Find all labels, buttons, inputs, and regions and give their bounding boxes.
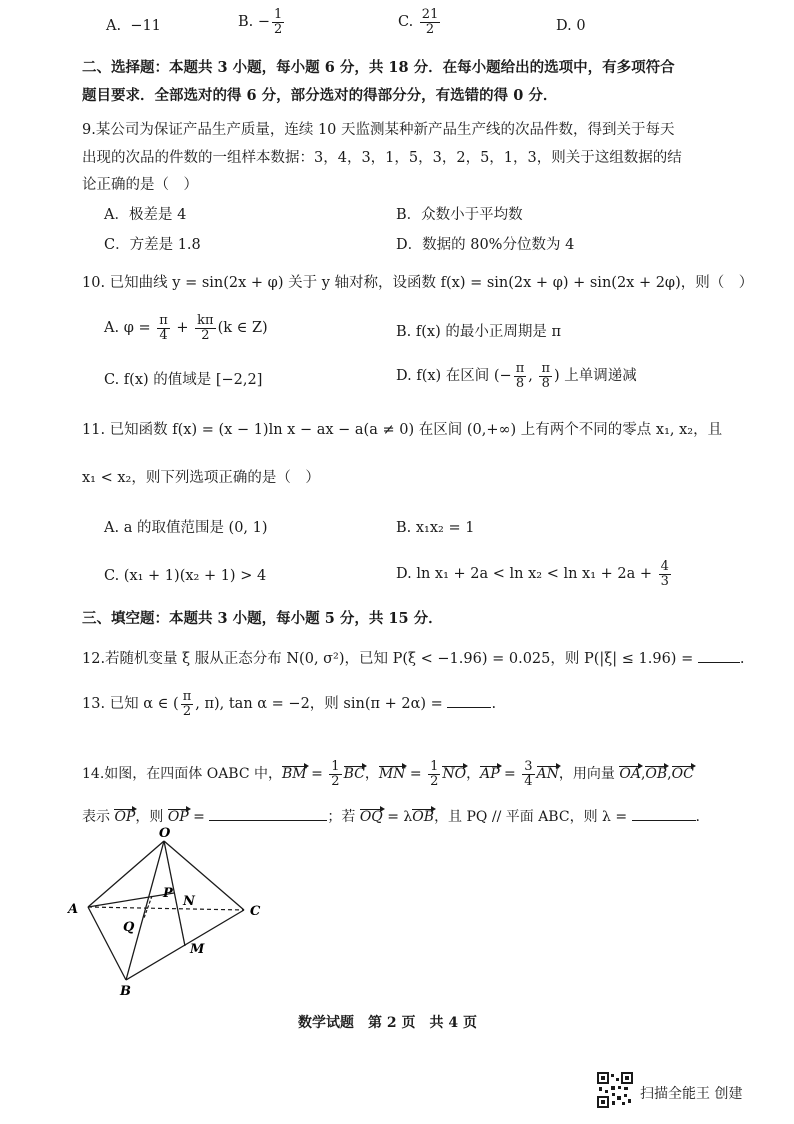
q12-stem: 12.若随机变量 ξ 服从正态分布 N(0, σ²)，已知 P(ξ < −1.96) = 0.025，则 P(|ξ| ≤ 1.96) = . (82, 648, 744, 669)
label-p: P (163, 886, 173, 901)
q9-option-d: D．数据的 80%分位数为 4 (396, 237, 575, 253)
q11-option-d: D. ln x₁ + 2a < ln x₂ < ln x₁ + 2a + $\frac{4}{3}$ (396, 559, 669, 589)
label-c: C (250, 904, 261, 919)
q9-stem-line1: 9.某公司为保证产品生产质量，连续 10 天监测某种新产品生产线的次品件数，得到关于每天 (82, 122, 675, 138)
q10-stem: 10. 已知曲线 y = sin(2x + φ) 关于 y 轴对称，设函数 f(x) = sin(2x + φ) + sin(2x + 2φ)，则（ ） (82, 275, 754, 291)
q14-answer-blank-2[interactable] (632, 806, 696, 821)
q13-stem: 13. 已知 α ∈ ( $\frac{\pi}{2}$ , π), tan α = −2，则 sin(π + 2α) = . (82, 689, 497, 719)
qr-code-icon (597, 1072, 633, 1108)
page-footer: 数学试题 第 2 页 共 4 页 (298, 1015, 477, 1031)
edge-ob (126, 841, 164, 980)
label-n: N (183, 894, 195, 909)
q10-option-d: D. f(x) 在区间 (− $\frac{\pi}{8}$ , $\frac{\pi}{8}$ ) 上单调递减 (396, 361, 637, 391)
q11-option-a: A. a 的取值范围是 (0, 1) (104, 520, 268, 536)
tetrahedron-figure (60, 825, 280, 1000)
q14-answer-blank-1[interactable] (209, 806, 327, 821)
q11-stem-line2: x₁ < x₂，则下列选项正确的是（ ） (82, 470, 320, 486)
q8-option-c: C. $\frac{21}{2}$ (398, 7, 439, 37)
q13-answer-blank[interactable] (447, 693, 491, 708)
q9-stem-line2: 出现的次品的件数的一组样本数据：3，4，3，1，5，3，2，5，1，3，则关于这组数据的结 (82, 150, 682, 166)
q11-option-c: C. (x₁ + 1)(x₂ + 1) > 4 (104, 568, 267, 584)
label-b: B (120, 984, 131, 999)
q10-option-a: A. φ = $\frac{\pi}{4}$ + $\frac{k\pi}{2}$ (k ∈ Z) (104, 313, 268, 343)
section2-line2: 题目要求．全部选对的得 6 分，部分选对的得部分分，有选错的得 0 分． (82, 87, 558, 104)
edge-ac-hidden (88, 907, 244, 910)
q8-option-d: D. 0 (556, 18, 586, 34)
edge-ab (88, 907, 126, 980)
section3-header: 三、填空题：本题共 3 小题，每小题 5 分，共 15 分． (82, 610, 443, 627)
q9-option-a: A．极差是 4 (104, 207, 187, 223)
q9-option-c: C．方差是 1.8 (104, 237, 201, 253)
label-q: Q (123, 920, 135, 935)
label-o: O (159, 826, 171, 841)
q11-stem-line1: 11. 已知函数 f(x) = (x − 1)ln x − ax − a(a ≠ 0) 在区间 (0,+∞) 上有两个不同的零点 x₁, x₂，且 (82, 422, 723, 438)
q10-option-c: C. f(x) 的值域是 [−2,2] (104, 372, 263, 388)
q14-stem-line1: 14.如图，在四面体 OABC 中，BM = $\frac{1}{2}$ BC，MN = $\frac{1}{2}$ NO，AP = $\frac{3}{4}$ AN，用向量 OA,OB,OC (82, 759, 694, 789)
q12-answer-blank[interactable] (698, 648, 740, 663)
label-a: A (68, 902, 79, 917)
scanner-watermark: 扫描全能王 创建 (640, 1086, 743, 1102)
q11-option-b: B. x₁x₂ = 1 (396, 520, 475, 536)
section2-line1: 二、选择题：本题共 3 小题，每小题 6 分，共 18 分．在每小题给出的选项中，有多项符合 (82, 59, 675, 76)
q8-option-a: A. −11 (106, 18, 161, 34)
label-m: M (190, 942, 205, 957)
q10-option-b: B. f(x) 的最小正周期是 π (396, 324, 561, 340)
q8-option-b: B. − $\frac{1}{2}$ (238, 7, 283, 37)
q9-stem-line3: 论正确的是（ ） (82, 177, 198, 193)
q9-option-b: B．众数小于平均数 (396, 207, 523, 223)
q14-stem-line2: 表示 OP，则 OP = ；若 OQ = λOB，且 PQ // 平面 ABC，则 λ = . (82, 806, 700, 827)
